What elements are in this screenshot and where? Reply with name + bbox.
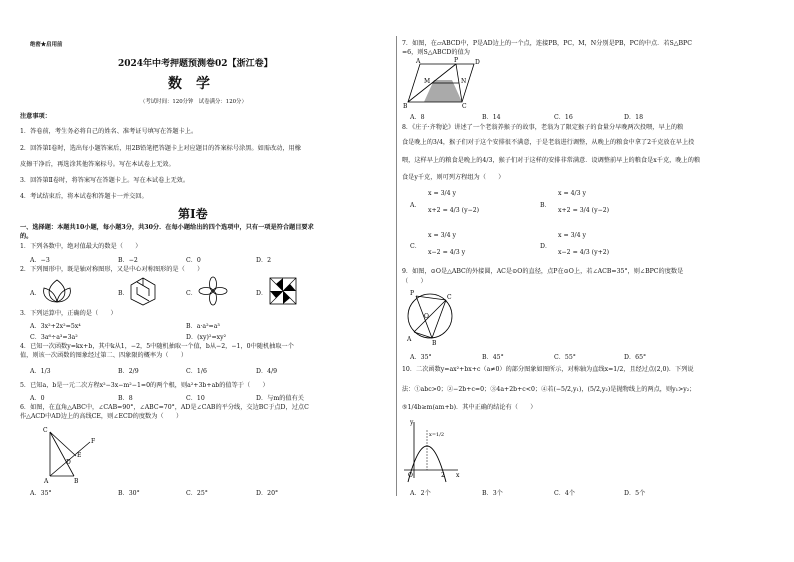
- option-c: C．1/6: [186, 368, 207, 375]
- option-d: D．与m的值有关: [256, 395, 304, 402]
- option-b: B．−2: [118, 257, 138, 264]
- question-stem: 8．《庄子·齐物论》讲述了一个老翁养猴子的故事，老翁为了限定猴子的食量分早晚两次投喂，早上的粮: [402, 124, 684, 131]
- option-a: A．0: [30, 395, 45, 402]
- note-line: 3．回答第Ⅱ卷时，将答案写在答题卡上。写在本试卷上无效。: [20, 177, 190, 184]
- question-stem: 2．下列图形中，既是轴对称图形，又是中心对称图形的是（ ）: [20, 266, 204, 273]
- figure-label: P: [454, 57, 459, 64]
- option-d: D．20°: [256, 490, 279, 497]
- question-stem: 7．如图，在▱ABCD中，P是AD边上的一个点，连接PB，PC，M，N分别是PB，PC的中点．若S△BPC: [402, 40, 692, 47]
- parabola-figure: [402, 416, 462, 484]
- figure-label: E: [77, 452, 82, 459]
- option-b: B．: [118, 290, 129, 297]
- option-c: C．25°: [186, 490, 208, 497]
- option-d: D．: [540, 243, 552, 250]
- figure-label: M: [424, 78, 431, 85]
- option-c: C．3a⁶÷a³=3a²: [30, 334, 78, 341]
- question-stem: =6，则S△ABCD的值为: [402, 49, 470, 56]
- equation-line: x−2 = 4/3 y: [428, 249, 466, 256]
- option-c: C．: [410, 243, 421, 250]
- option-a: A．1/3: [30, 368, 51, 375]
- figure-label: O: [408, 472, 413, 479]
- figure-label: B: [403, 103, 408, 110]
- four-petal-figure: [198, 276, 228, 306]
- secret-mark: 绝密★启用前: [30, 42, 63, 48]
- figure-label: B: [74, 478, 79, 485]
- equation-line: x = 3/4 y: [428, 232, 457, 239]
- question-stem: ⑤1/4b≥m(am+b)．其中正确的结论有（ ）: [402, 404, 537, 411]
- figure-label: C: [462, 103, 467, 110]
- question-stem: 值，则该一次函数的图象经过第二、四象限的概率为（ ）: [20, 352, 188, 359]
- question-stem: 1．下列各数中，绝对值最大的数是（ ）: [20, 243, 142, 250]
- option-a: A．: [30, 290, 41, 297]
- option-b: B．a·a²=a³: [186, 323, 220, 330]
- option-b: B．45°: [482, 354, 504, 361]
- option-a: A．35°: [30, 490, 52, 497]
- hexagon-knot-figure: [128, 276, 158, 306]
- figure-label: A: [44, 478, 49, 485]
- option-c: C．: [186, 290, 197, 297]
- question-stem: 作△ACD中AD边上的高线CE，则∠ECD的度数为（ ）: [20, 413, 183, 420]
- option-a: A．35°: [410, 354, 432, 361]
- option-d: D．2: [256, 257, 272, 264]
- question-stem: 10．二次函数y=ax²+bx+c（a≠0）的部分图象如图所示，对称轴为直线x=1/2，且经过点(2,0)．下列说: [402, 366, 694, 373]
- option-d: D．(xy)²=xy²: [186, 334, 227, 341]
- option-b: B．2/9: [118, 368, 139, 375]
- figure-label: D: [475, 59, 480, 66]
- question-stem: （ ）: [402, 278, 427, 285]
- equation-line: x = 3/4 y: [558, 232, 587, 239]
- figure-label: A: [416, 58, 421, 65]
- option-c: C．55°: [554, 354, 576, 361]
- question-stem: 3．下列运算中，正确的是（ ）: [20, 310, 117, 317]
- question-stem: 食是晚上的3/4，猴子们对于这个安排很不满意，于是老翁进行调整，从晚上的粮食中拿了2千克放在早上投: [402, 139, 695, 146]
- option-d: D．4/9: [256, 368, 278, 375]
- triangle-figure: [40, 424, 100, 484]
- question-stem: 9．如图，⊙O是△ABC的外接圆，AC是⊙O的直径，点P在⊙O上，若∠ACB=35°，则∠BPC的度数是: [402, 268, 684, 275]
- option-a: A．8: [410, 114, 425, 121]
- note-line: 皮擦干净后，再选涂其他答案标号。写在本试卷上无效。: [20, 161, 175, 168]
- option-a: A．−3: [30, 257, 50, 264]
- figure-label: D: [66, 459, 71, 466]
- option-c: C．0: [186, 257, 201, 264]
- option-c: C．16: [554, 114, 573, 121]
- figure-label: O: [424, 313, 429, 320]
- note-line: 4．考试结束后，将本试卷和答题卡一并交回。: [20, 193, 148, 200]
- exam-title: 2024年中考押题预测卷02【浙江卷】: [118, 59, 273, 69]
- section-title: 第Ⅰ卷: [178, 207, 208, 221]
- section-intro: 的。: [20, 233, 33, 240]
- option-a: A．3x²+2x²=5x⁴: [30, 323, 81, 330]
- option-b: B．8: [118, 395, 133, 402]
- parallelogram-figure: [400, 58, 480, 108]
- option-d: D．: [256, 290, 268, 297]
- section-intro: 一、选择题：本题共10小题，每小题3分，共30分．在每小题给出的四个选项中，只有一项是符合题目要求: [20, 224, 314, 231]
- note-line: 1．答卷前，考生务必将自己的姓名、准考证号填写在答题卡上。: [20, 128, 198, 135]
- exam-info: （考试时间：120分钟 试卷满分：120分）: [140, 99, 247, 105]
- question-stem: 法：①abc>0；②−2b+c=0；③4a+2b+c<0；④若(−5/2,y₁)，(5/2,y₂)是抛物线上的两点，则y₁>y₂；: [402, 386, 696, 393]
- figure-label: B: [432, 340, 437, 347]
- equation-line: x = 3/4 y: [428, 190, 457, 197]
- lotus-figure: [42, 276, 72, 306]
- subject-title: 数 学: [168, 76, 210, 92]
- option-b: B．30°: [118, 490, 140, 497]
- question-stem: 6．如图，在直角△ABC中，∠CAB=90°，∠ABC=70°，AD是∠CAB的平分线，交边BC于点D，过点C: [20, 404, 309, 411]
- option-b: B．: [540, 202, 551, 209]
- option-b: B．3个: [482, 490, 503, 497]
- equation-line: x = 4/3 y: [558, 190, 587, 197]
- question-stem: 5．已知a，b是一元二次方程x²−3x−m²−1=0的两个根，则a²+3b+ab的值等于（ ）: [20, 382, 269, 389]
- figure-label: y: [410, 419, 414, 426]
- option-b: B．14: [482, 114, 501, 121]
- figure-label: A: [407, 336, 412, 343]
- option-d: D．5个: [624, 490, 646, 497]
- notes-heading: 注意事项：: [20, 113, 51, 120]
- figure-label: C: [43, 427, 48, 434]
- figure-label: P: [410, 290, 415, 297]
- equation-line: x−2 = 4/3 (y+2): [558, 249, 610, 256]
- figure-label: 2: [441, 472, 445, 479]
- figure-label: F: [91, 438, 96, 445]
- question-stem: 喂，这样早上的粮食是晚上的4/3，猴子们对于这样的安排非常满意．设调整前早上的粮食是x千克，晚上的粮: [402, 157, 701, 164]
- question-stem: 食是y千克，则可列方程组为（ ）: [402, 174, 505, 181]
- figure-label: N: [461, 78, 467, 85]
- equation-line: x+2 = 4/3 (y−2): [428, 207, 480, 214]
- option-d: D．65°: [624, 354, 647, 361]
- figure-label: C: [447, 294, 452, 301]
- option-c: C．4个: [554, 490, 576, 497]
- note-line: 2．回答第Ⅰ卷时，选出每小题答案后，用2B铅笔把答题卡上对应题目的答案标号涂黑。如需改动，用橡: [20, 145, 301, 152]
- option-a: A．2个: [410, 490, 431, 497]
- equation-line: x+2 = 3/4 (y−2): [558, 207, 610, 214]
- option-d: D．18: [624, 114, 644, 121]
- pinwheel-figure: [268, 276, 298, 306]
- figure-label: x: [456, 472, 460, 479]
- figure-label: x=1/2: [429, 432, 445, 438]
- column-divider: [396, 36, 397, 496]
- option-a: A．: [410, 202, 421, 209]
- option-c: C．10: [186, 395, 205, 402]
- circle-figure: [402, 288, 462, 348]
- question-stem: 4．已知一次函数y=kx+b，其中k从1，−2，5中随机抽取一个值，b从−2，−1，0中随机抽取一个: [20, 343, 294, 350]
